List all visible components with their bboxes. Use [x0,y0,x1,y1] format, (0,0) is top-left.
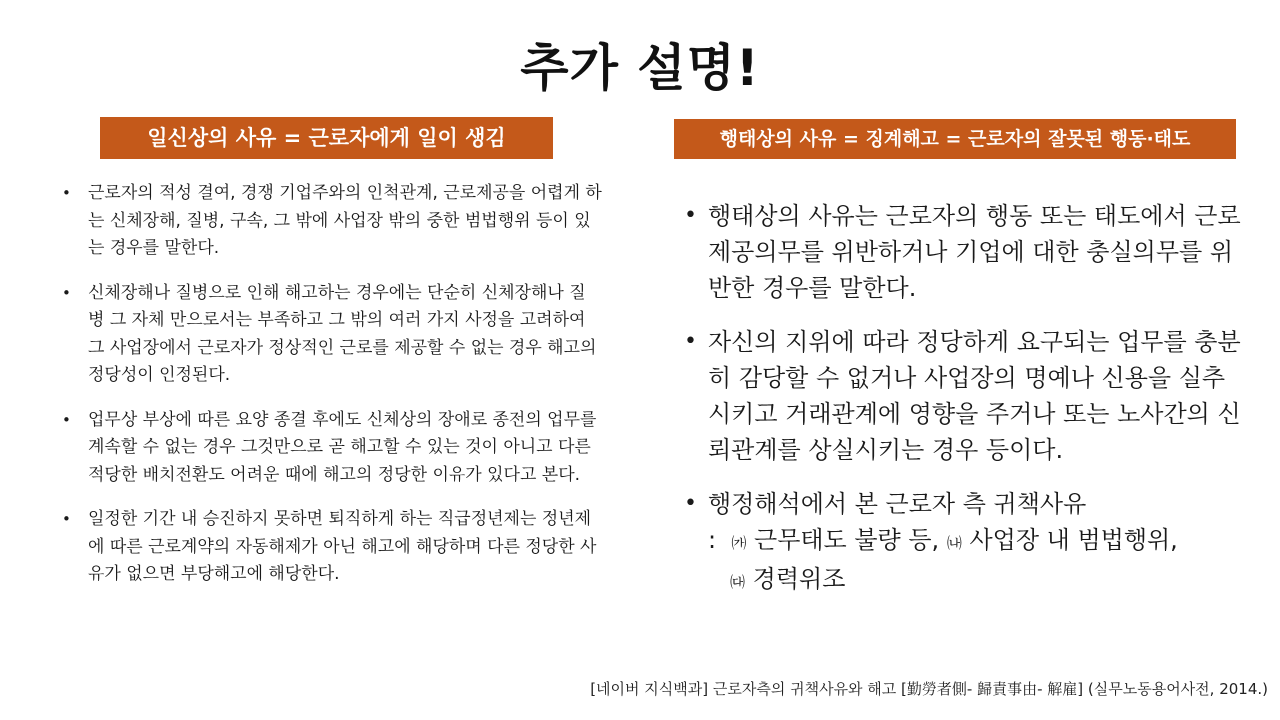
list-item [62,180,602,263]
right-bullet-list [684,198,1244,618]
bullet-text: 근로자의 적성 결여, 경쟁 기업주와의 인척관계, 근로제공을 어렵게 하는 신체장해, 질병, 구속, 그 밖에 사업장 밖의 중한 범법행위 등이 있는 경우를 말한다. [88,183,602,258]
bullet-text: 자신의 지위에 따라 정당하게 요구되는 업무를 충분히 감당할 수 없거나 사업장의 명예나 신용을 실추시키고 거래관계에 영향을 주거나 또는 노사간의 신뢰관계를 상실시키는 경우 등이다. [708,328,1241,464]
left-bullet-list [62,180,602,606]
bullet-icon: • [684,203,697,228]
sub-colon: : [708,526,717,554]
list-item [684,486,1244,600]
bullet-icon: • [62,184,71,202]
item-mark-c: ㈐ [730,573,746,591]
sub-line-1 [708,522,1244,561]
bullet-text: 신체장해나 질병으로 인해 해고하는 경우에는 단순히 신체장해나 질병 그 자체 만으로서는 부족하고 그 밖의 여러 가지 사정을 고려하여 그 사업장에서 근로자가 정상적인 근로를 제공할 수 없는 경우 해고의 정당성이 인정된다. [88,282,597,385]
list-item [684,198,1244,306]
list-item [62,407,602,490]
item-b-text: 사업장 내 범법행위, [961,526,1178,554]
bullet-text: 행정해석에서 본 근로자 측 귀책사유 [708,490,1087,518]
list-item [684,324,1244,468]
list-item [62,280,602,390]
right-banner: 행태상의 사유 = 징계해고 = 근로자의 잘못된 행동·태도 [674,119,1236,159]
bullet-text: 일정한 기간 내 승진하지 못하면 퇴직하게 하는 직급정년제는 정년제에 따른 근로계약의 자동해제가 아닌 해고에 해당하며 다른 정당한 사유가 없으면 부당해고에 해당한다. [88,509,597,584]
sub-line-2 [708,561,1244,600]
item-c-text: 경력위조 [745,565,846,593]
item-mark-b: ㈏ [946,534,962,552]
left-banner: 일신상의 사유 = 근로자에게 일이 생김 [100,117,553,159]
source-citation: [네이버 지식백과] 근로자측의 귀책사유와 해고 [勤勞者側- 歸責事由- 解雇] (실무노동용어사전, 2014.) [590,680,1268,698]
bullet-icon: • [62,410,71,429]
item-a-text: 근무태도 불량 등, [746,526,947,554]
slide-title: 추가 설명! [520,39,760,97]
bullet-icon: • [62,510,71,528]
bullet-icon: • [684,329,697,354]
bullet-text: 행태상의 사유는 근로자의 행동 또는 태도에서 근로제공의무를 위반하거나 기업에 대한 충실의무를 위반한 경우를 말한다. [708,202,1241,302]
bullet-icon: • [62,283,71,302]
list-item [62,506,602,589]
bullet-icon: • [684,491,697,516]
bullet-text: 업무상 부상에 따른 요양 종결 후에도 신체상의 장애로 종전의 업무를 계속할 수 없는 경우 그것만으로 곧 해고할 수 있는 것이 아니고 다른 적당한 배치전환도 어려운 때에 해고의 정당한 이유가 있다고 본다. [88,409,597,485]
item-mark-a: ㈎ [731,534,747,552]
